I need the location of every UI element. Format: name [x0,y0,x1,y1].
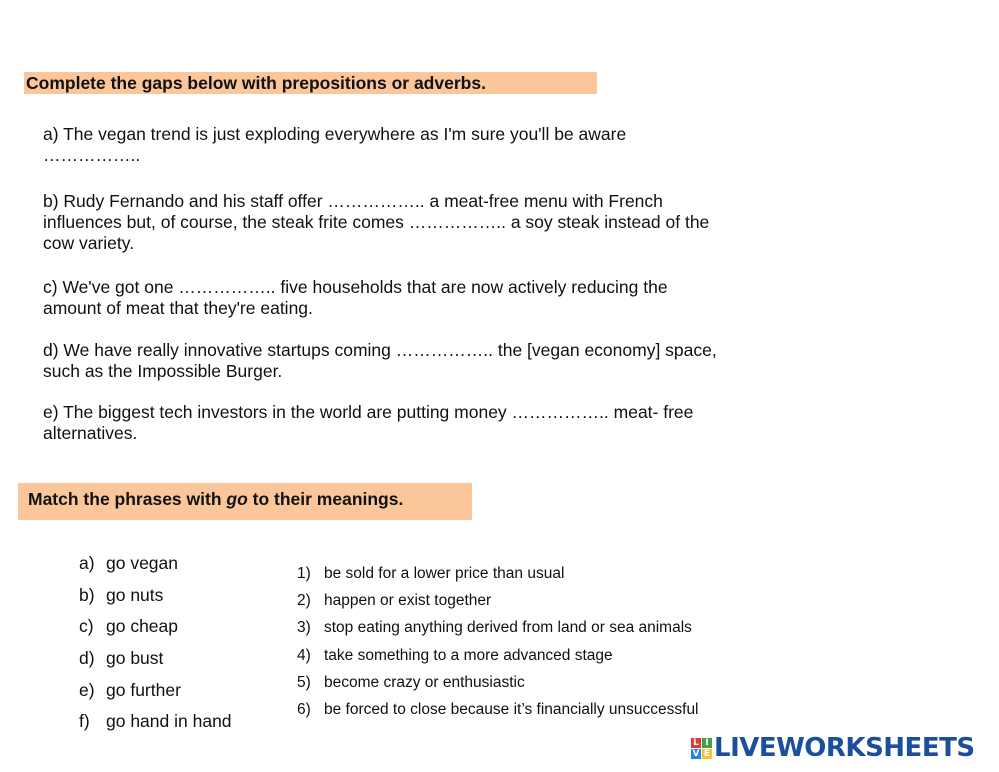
meaning-text: become crazy or enthusiastic [324,674,525,691]
meaning-item-1 [297,565,564,583]
meaning-item-3 [297,619,692,637]
phrase-item-a [79,553,178,573]
phrase-letter: e) [79,680,95,700]
gap-question-a: a) The vegan trend is just exploding everywhere as I'm sure you'll be aware …………….. [43,124,627,165]
phrase-letter: c) [79,616,94,636]
phrase-letter: d) [79,648,95,668]
meaning-number: 3) [297,619,311,636]
phrase-text: go hand in hand [106,711,232,731]
phrase-letter: a) [79,553,95,573]
phrase-item-f [79,711,232,731]
phrase-letter: b) [79,585,95,605]
logo-cell-i: I [702,738,712,748]
phrase-text: go cheap [106,616,179,636]
meaning-item-6 [297,701,699,719]
phrase-text: go bust [106,648,164,668]
phrase-letter: f) [79,711,90,731]
meaning-item-2 [297,592,491,610]
section-heading-match-after: to their meanings. [247,489,404,509]
meaning-item-5 [297,674,525,692]
meaning-number: 4) [297,647,311,664]
meaning-text: take something to a more advanced stage [324,647,613,664]
phrase-item-c [79,616,178,636]
meaning-number: 6) [297,701,311,718]
logo-cell-e: E [703,748,711,759]
logo-cell-l: L [691,738,701,748]
liveworksheets-logo-text: LIVEWORKSHEETS [714,733,975,763]
logo-cell-v: V [692,748,700,759]
section-heading-match [18,483,472,520]
section-heading-gaps [24,72,597,94]
meaning-text: be forced to close because it’s financially unsuccessful [324,701,699,718]
gap-question-d: d) We have really innovative startups coming …………….. the [vegan economy] space, such as the Impossible Burger. [43,340,717,381]
phrase-item-d [79,648,163,668]
gap-question-b: b) Rudy Fernando and his staff offer …………….. a meat-free menu with French influences but, of course, the steak frite comes …………….. a soy steak instead of the cow variety. [43,191,710,253]
gap-question-e: e) The biggest tech investors in the world are putting money …………….. meat- free alternatives. [43,402,694,443]
meaning-item-4 [297,647,613,665]
meaning-number: 2) [297,592,311,609]
phrase-item-b [79,585,163,605]
phrase-text: go vegan [106,553,179,573]
meaning-text: stop eating anything derived from land or sea animals [324,619,692,636]
section-heading-match-italic: go [226,489,248,509]
gap-question-c: c) We've got one …………….. five households that are now actively reducing the amount of meat that they're eating. [43,277,668,318]
liveworksheets-logo-icon [691,738,712,759]
phrase-text: go nuts [106,585,164,605]
phrase-text: go further [106,680,181,700]
section-heading-match-before: Match the phrases with [28,489,227,509]
meaning-text: happen or exist together [324,592,492,609]
meaning-number: 5) [297,674,311,691]
section-heading-gaps-text: Complete the gaps below with prepositions or adverbs. [26,73,486,93]
meaning-number: 1) [297,565,311,582]
liveworksheets-logo [691,733,975,763]
meaning-text: be sold for a lower price than usual [324,565,565,582]
phrase-item-e [79,680,181,700]
